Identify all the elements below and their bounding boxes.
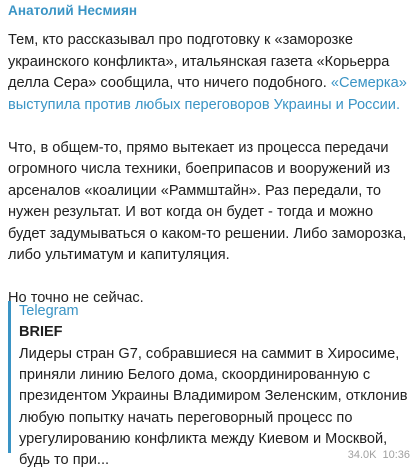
link-preview-description: Лидеры стран G7, собравшиеся на саммит в Хиросиме, приняли линию Белого дома, скоординированную с президентом Украины Владимиром Зеленским, отклонив любую попытку начать переговорный процесс по урегулированию конфликта между Киевом и Москвой, будь то при... bbox=[19, 346, 408, 469]
message-author[interactable]: Анатолий Несмиян bbox=[8, 3, 138, 18]
message-paragraph-1 bbox=[8, 30, 414, 116]
paragraph-1-text: Тем, кто рассказывал про подготовку к «заморозке украинского конфликта», итальянская газета «Корьерра делла Сера» сообщила, что ничего подобного. bbox=[8, 32, 390, 91]
message-text bbox=[8, 30, 414, 310]
message-time: 10:36 bbox=[382, 449, 410, 461]
message-link[interactable]: «Семерка» выступила против любых переговоров Украины и России. bbox=[8, 75, 407, 113]
message-paragraph-3: Но точно не сейчас. bbox=[8, 290, 144, 306]
message-paragraph-2: Что, в общем-то, прямо вытекает из процесса передачи огромного числа техники, боеприпасов и вооружений из арсеналов «коалиции «Раммштайн». Раз передали, то нужен результат. И вот когда он будет - тогда и можно будет задумываться о каком-то решении. Либо заморозка, либо ультиматум и капитуляция. bbox=[8, 139, 407, 263]
link-preview-title: BRIEF bbox=[19, 324, 63, 340]
views-count: 34.0K bbox=[347, 449, 377, 461]
message-meta bbox=[348, 451, 410, 459]
link-preview-site-name: Telegram bbox=[19, 303, 79, 319]
